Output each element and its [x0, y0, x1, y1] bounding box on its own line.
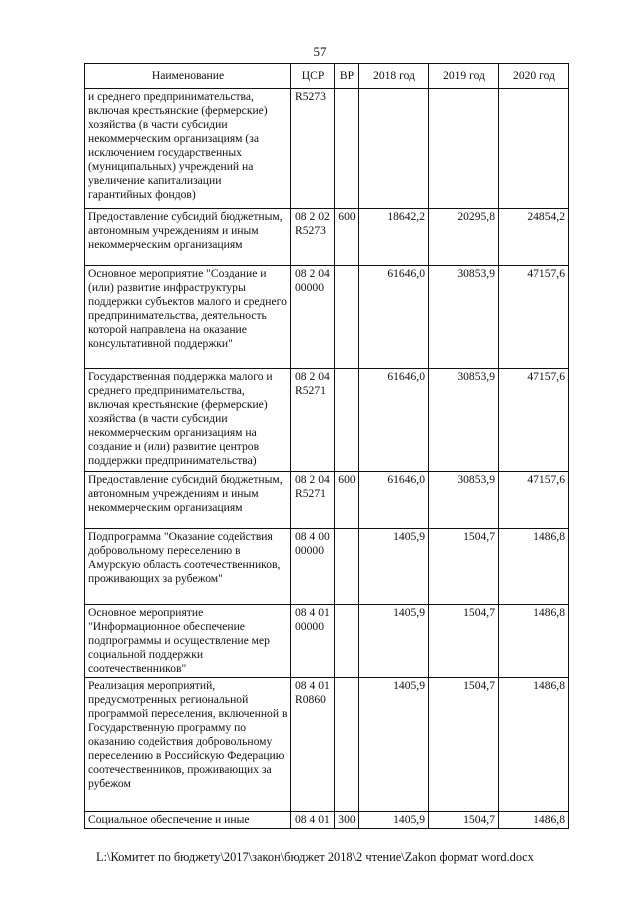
row-2020: 1486,8	[499, 529, 569, 605]
table-row	[85, 529, 569, 605]
header-2020: 2020 год	[499, 64, 569, 89]
row-2019: 1504,7	[429, 529, 499, 605]
row-2018: 61646,0	[359, 472, 429, 529]
row-name: Социальное обеспечение и иные	[85, 812, 291, 829]
budget-table	[84, 63, 569, 829]
row-2020: 1486,8	[499, 605, 569, 678]
row-2019: 30853,9	[429, 266, 499, 369]
row-csr: 08 2 04 00000	[291, 266, 335, 369]
row-2020: 47157,6	[499, 472, 569, 529]
page-number: 57	[313, 44, 327, 59]
row-2019: 1504,7	[429, 678, 499, 812]
row-2018	[359, 89, 429, 209]
row-csr: 08 2 04 R5271	[291, 472, 335, 529]
row-2020: 47157,6	[499, 266, 569, 369]
row-name: Предоставление субсидий бюджетным, автономным учреждениям и иным некоммерческим организациям	[85, 472, 291, 529]
header-2018: 2018 год	[359, 64, 429, 89]
row-vr	[335, 678, 359, 812]
table-row	[85, 605, 569, 678]
table-row	[85, 812, 569, 829]
row-2019: 30853,9	[429, 369, 499, 472]
table-row	[85, 369, 569, 472]
row-vr	[335, 266, 359, 369]
row-2020: 24854,2	[499, 209, 569, 266]
row-vr: 600	[335, 209, 359, 266]
row-csr: 08 4 01	[291, 812, 335, 829]
row-2019: 30853,9	[429, 472, 499, 529]
table-row	[85, 266, 569, 369]
row-2020: 1486,8	[499, 678, 569, 812]
header-csr: ЦСР	[291, 64, 335, 89]
row-2020: 1486,8	[499, 812, 569, 829]
table-row	[85, 209, 569, 266]
row-vr	[335, 529, 359, 605]
row-csr: 08 2 02 R5273	[291, 209, 335, 266]
row-2018: 61646,0	[359, 369, 429, 472]
row-2020	[499, 89, 569, 209]
row-2019: 20295,8	[429, 209, 499, 266]
row-name: и среднего предпринимательства, включая крестьянские (фермерские) хозяйства (в части субсидии некоммерческим организациям (за исключением государственных (муниципальных) учреждений на увеличение капитализации гарантийных фондов)	[85, 89, 291, 209]
row-2018: 1405,9	[359, 605, 429, 678]
row-name: Государственная поддержка малого и среднего предпринимательства, включая крестьянские (фермерские) хозяйства (в части субсидии некоммерческим организациям на создание и (или) развитие центров поддержки предпринимательства)	[85, 369, 291, 472]
row-csr: 08 4 01 00000	[291, 605, 335, 678]
row-vr	[335, 605, 359, 678]
header-2019: 2019 год	[429, 64, 499, 89]
row-vr: 600	[335, 472, 359, 529]
row-2018: 1405,9	[359, 529, 429, 605]
row-name: Подпрограмма "Оказание содействия добровольному переселению в Амурскую область соотечественников, проживающих за рубежом"	[85, 529, 291, 605]
row-2020: 47157,6	[499, 369, 569, 472]
row-2019: 1504,7	[429, 812, 499, 829]
row-2018: 18642,2	[359, 209, 429, 266]
row-name: Основное мероприятие "Создание и (или) развитие инфраструктуры поддержки субъектов малого и среднего предпринимательства, деятельность которой направлена на оказание консультативной поддержки"	[85, 266, 291, 369]
row-csr: R5273	[291, 89, 335, 209]
row-vr	[335, 89, 359, 209]
header-vr: ВР	[335, 64, 359, 89]
row-csr: 08 4 00 00000	[291, 529, 335, 605]
row-2018: 61646,0	[359, 266, 429, 369]
row-2018: 1405,9	[359, 678, 429, 812]
table-header-row	[85, 64, 569, 89]
row-2019	[429, 89, 499, 209]
table-row	[85, 472, 569, 529]
row-vr	[335, 369, 359, 472]
row-2019: 1504,7	[429, 605, 499, 678]
table-row	[85, 89, 569, 209]
row-csr: 08 4 01 R0860	[291, 678, 335, 812]
row-name: Основное мероприятие "Информационное обеспечение подпрограммы и осуществление мер социальной поддержки соотечественников"	[85, 605, 291, 678]
row-name: Реализация мероприятий, предусмотренных региональной программой переселения, включенной в Государственную программу по оказанию содействия добровольному переселению в Российскую Федерацию соотечественников, проживающих за рубежом	[85, 678, 291, 812]
row-2018: 1405,9	[359, 812, 429, 829]
row-vr: 300	[335, 812, 359, 829]
footer-file-path: L:\Комитет по бюджету\2017\закон\бюджет 2018\2 чтение\Zakon формат word.docx	[96, 850, 534, 864]
row-name: Предоставление субсидий бюджетным, автономным учреждениям и иным некоммерческим организациям	[85, 209, 291, 266]
header-name: Наименование	[85, 64, 291, 89]
row-csr: 08 2 04 R5271	[291, 369, 335, 472]
table-row	[85, 678, 569, 812]
